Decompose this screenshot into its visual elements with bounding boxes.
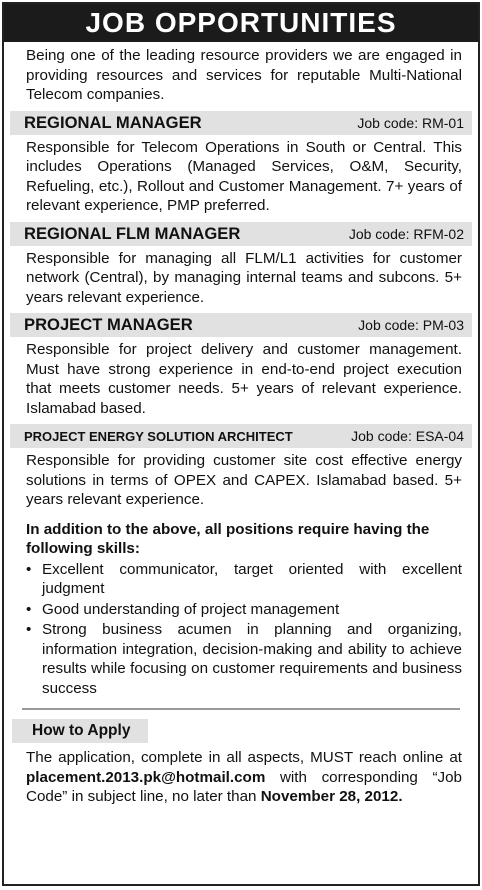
job-advertisement <box>2 2 480 886</box>
skill-text: Good understanding of project management <box>42 600 340 618</box>
job-code: Job code: ESA-04 <box>351 428 464 444</box>
skills-list <box>4 560 478 699</box>
job-code: Job code: PM-03 <box>358 317 464 333</box>
job-header-project-manager <box>10 313 472 337</box>
job-title: PROJECT ENERGY SOLUTION ARCHITECT <box>24 428 293 444</box>
job-title: REGIONAL FLM MANAGER <box>24 223 241 243</box>
job-title: PROJECT MANAGER <box>24 315 193 334</box>
job-header-energy-solution-architect <box>10 424 472 448</box>
apply-text <box>4 743 478 807</box>
intro-text: Being one of the leading resource providers we are engaged in providing resources and services for reputable Multi-National Telecom companies. <box>26 47 462 103</box>
apply-deadline: November 28, 2012. <box>260 788 403 805</box>
bullet-icon: • <box>26 560 32 578</box>
list-item <box>26 620 462 698</box>
page-title: JOB OPPORTUNITIES <box>4 4 478 42</box>
job-header-regional-flm-manager <box>10 222 472 246</box>
job-title: REGIONAL MANAGER <box>24 112 202 132</box>
job-description: Responsible for project delivery and customer management. Must have strong experience in end-to-end project execution that meets customer needs. 5+ years of relevant experience. Islamabad based. <box>26 341 462 417</box>
list-item <box>26 560 462 599</box>
job-description: Responsible for managing all FLM/L1 activities for customer network (Central), by managing internal teams and subcons. 5+ years relevant experience. <box>26 249 462 306</box>
apply-email-link[interactable]: placement.2013.pk@hotmail.com <box>26 768 266 786</box>
job-description: Responsible for Telecom Operations in South or Central. This includes Operations (Managed Services, O&M, Security, Refueling, etc.), Rollout and Customer Management. 7+ years of relevant experience, PMP preferred. <box>26 138 462 214</box>
skill-text: Excellent communicator, target oriented with excellent judgment <box>42 560 462 597</box>
bullet-icon: • <box>26 600 32 618</box>
apply-heading: How to Apply <box>12 719 148 743</box>
apply-text-part: with corresponding “Job Code” in subject line, no later than <box>26 768 462 805</box>
job-code: Job code: RM-01 <box>357 114 464 131</box>
job-header-regional-manager <box>10 111 472 135</box>
job-code: Job code: RFM-02 <box>348 225 464 242</box>
apply-text-part: The application, complete in all aspects, MUST reach online at <box>26 749 462 766</box>
divider <box>22 708 460 710</box>
skill-text: Strong business acumen in planning and organizing, information integration, decision-making and ability to achieve results while focusing on customer requirements and business success <box>42 621 462 697</box>
job-description: Responsible for providing customer site cost effective energy solutions in terms of OPEX and CAPEX. Islamabad based. 5+ years relevant experience. <box>26 452 462 508</box>
bullet-icon: • <box>26 621 32 638</box>
list-item <box>26 600 462 620</box>
skills-heading: In addition to the above, all positions require having the following skills: <box>26 520 430 557</box>
